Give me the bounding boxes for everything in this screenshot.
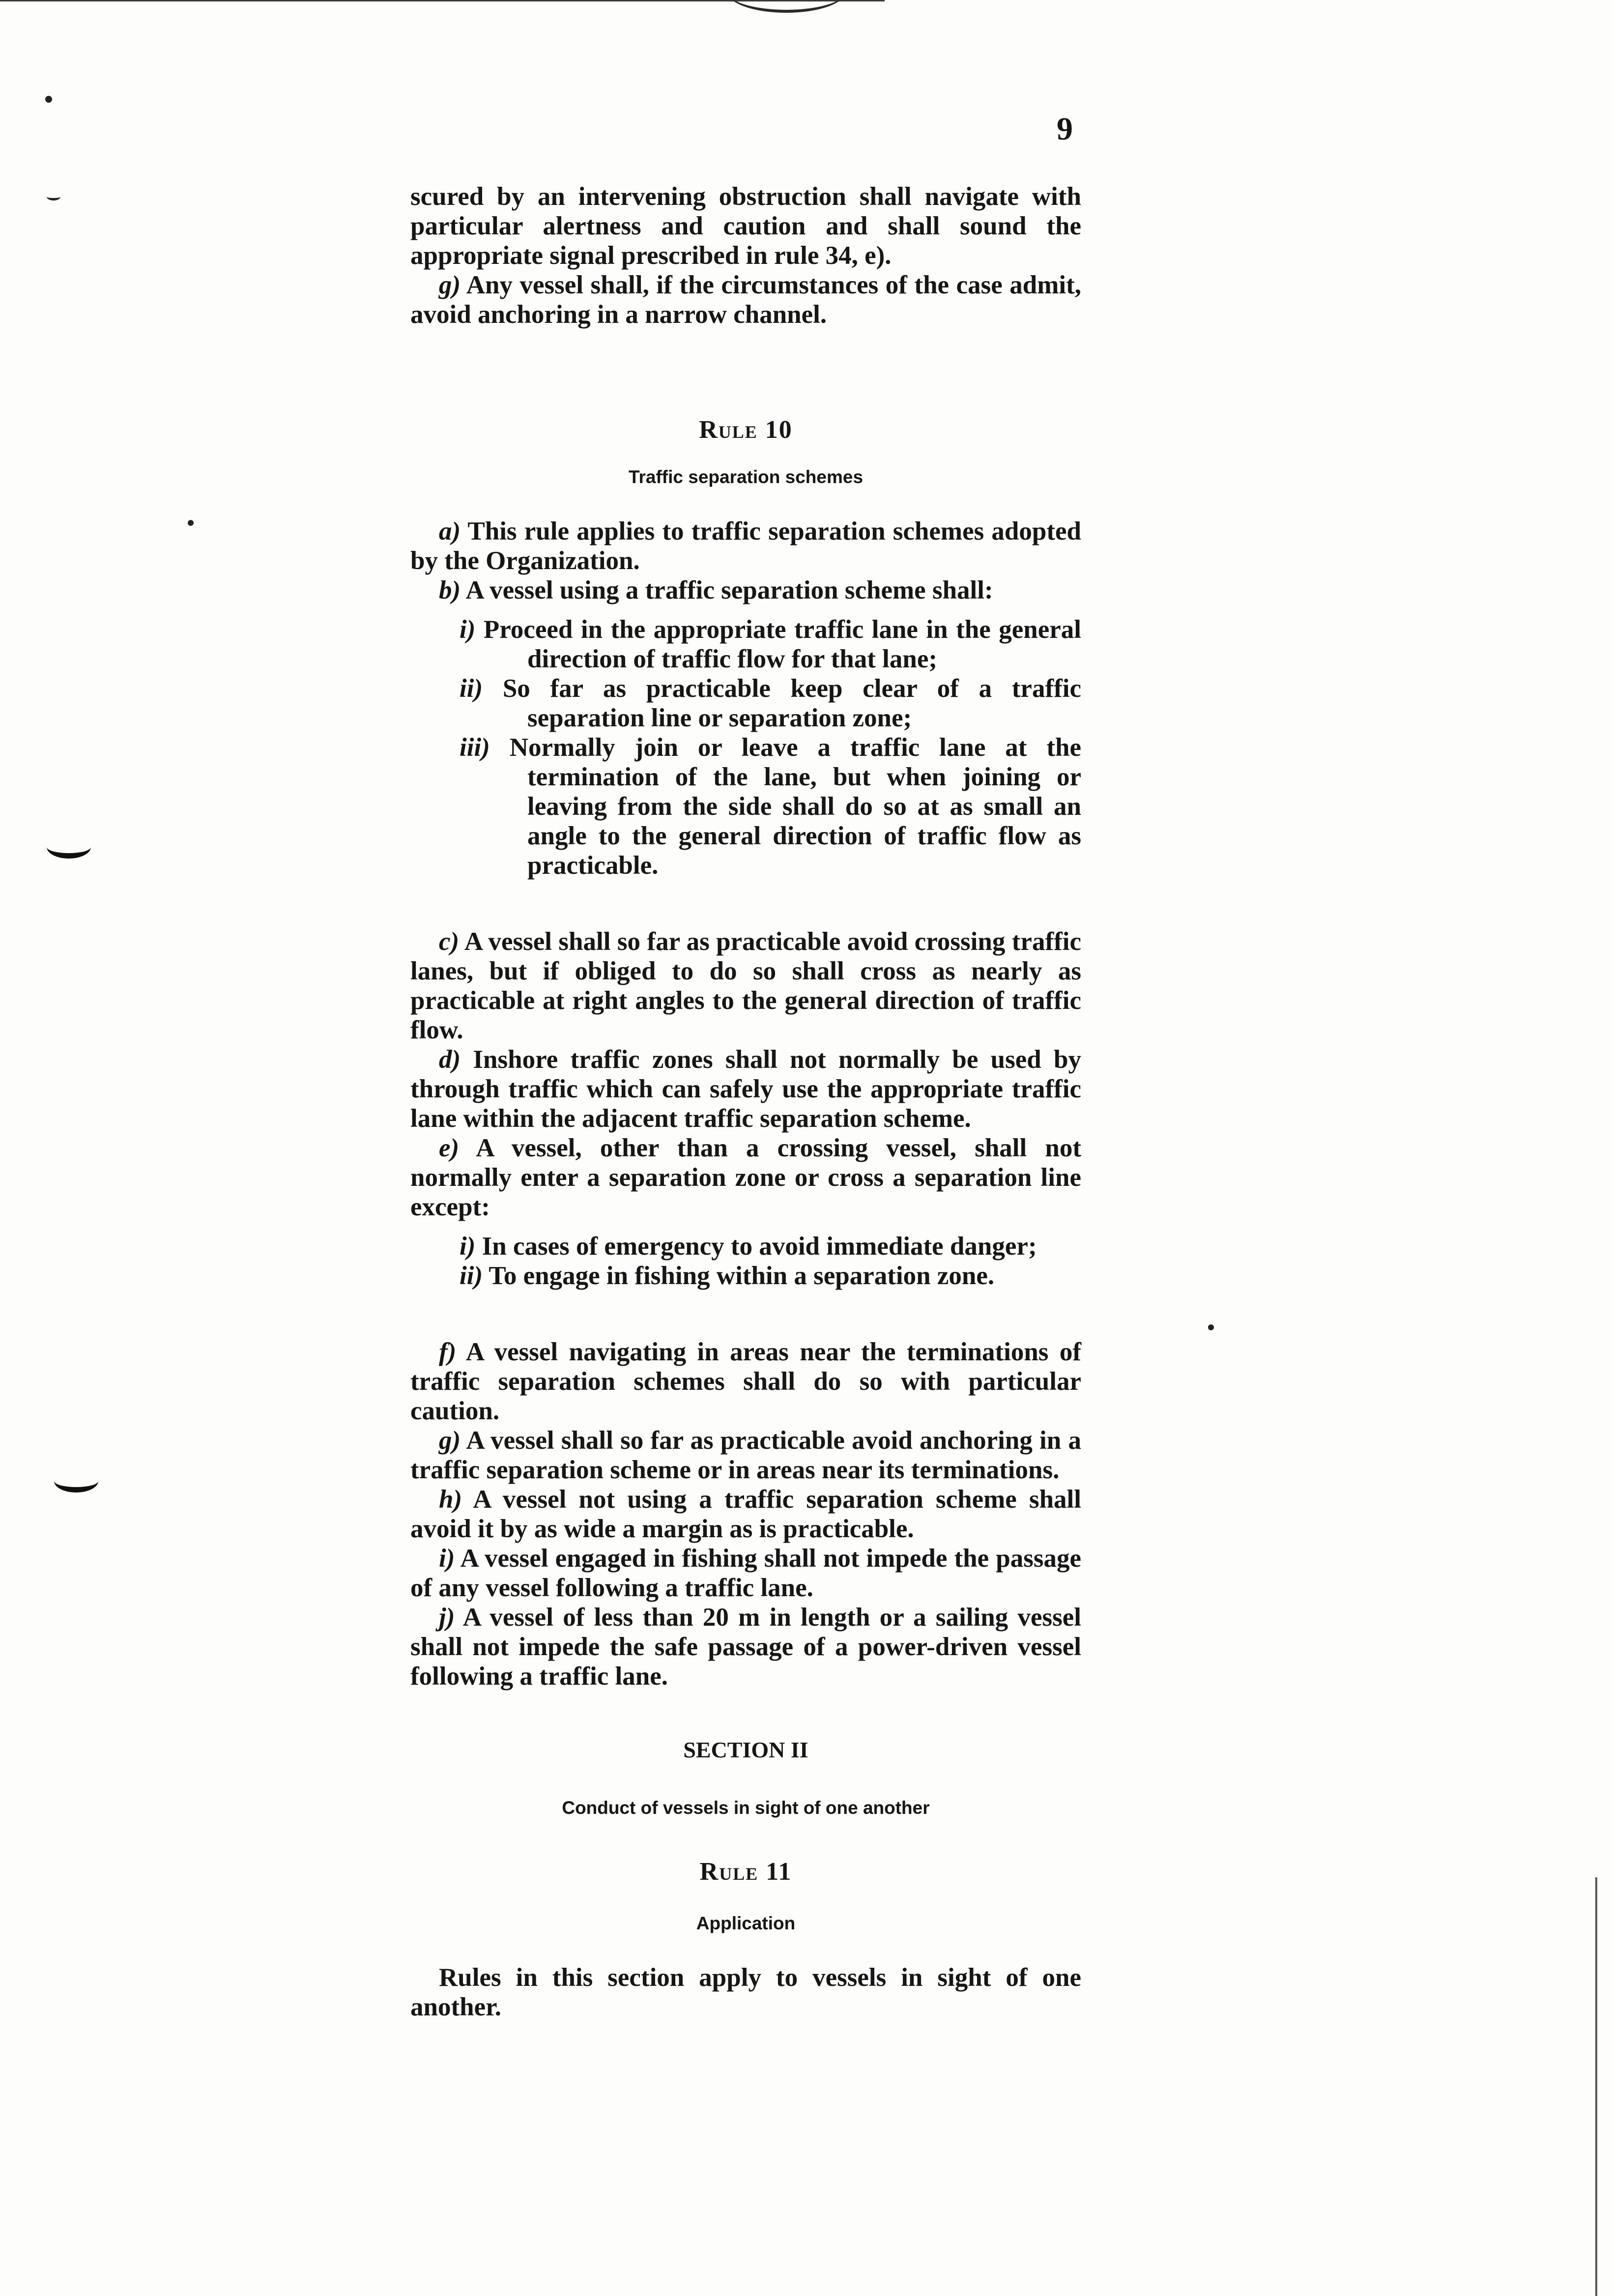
- sublist-item: [460, 1261, 1081, 1291]
- rule-10-item-d: [410, 1045, 1081, 1133]
- sublist-item: [460, 674, 1081, 733]
- sublist-item: [460, 1232, 1081, 1261]
- rule-10-b-sublist: [410, 615, 1081, 880]
- rule-11-heading: Rule 11: [699, 1858, 792, 1886]
- item-label: h): [439, 1485, 462, 1514]
- item-label: d): [439, 1045, 461, 1074]
- rule-10-heading: Rule 10: [699, 416, 793, 444]
- section-ii-heading: SECTION II: [683, 1737, 808, 1762]
- carryover-paragraph: scured by an intervening obstruction shall navigate with particular alertness and caution and shall sound the appropriate signal prescribed in rule 34, e).: [410, 182, 1081, 270]
- item-text: A vessel, other than a crossing vessel, shall not normally enter a separation zone or cross a separation line except:: [410, 1134, 1082, 1221]
- margin-hook-mark: [47, 835, 91, 859]
- scan-right-edge-line: [1595, 1877, 1597, 2296]
- carryover-paragraph-g: [410, 270, 1081, 329]
- item-text: To engage in fishing within a separation zone.: [489, 1262, 995, 1290]
- item-text: Any vessel shall, if the circumstances of the case admit, avoid anchoring in a narrow channel.: [410, 271, 1082, 329]
- margin-dot-mark: [1208, 1324, 1214, 1330]
- item-label: a): [439, 517, 461, 545]
- item-label: iii): [460, 733, 490, 762]
- rule-10-item-b: [410, 575, 1081, 605]
- item-text: Inshore traffic zones shall not normally be used by through traffic which can safely use the appropriate traffic lane within the adjacent traffic separation scheme.: [410, 1045, 1081, 1133]
- item-label: i): [439, 1544, 455, 1573]
- item-label: f): [439, 1338, 457, 1366]
- page-number: 9: [1057, 111, 1073, 147]
- sublist-item: [460, 615, 1081, 674]
- rule-10-item-a: [410, 517, 1081, 575]
- rule-10-item-c: [410, 927, 1081, 1045]
- item-label: g): [439, 1426, 461, 1455]
- item-text: So far as practicable keep clear of a traffic separation line or separation zone;: [502, 674, 1082, 732]
- rule-10-item-j: [410, 1603, 1081, 1691]
- sublist-item: [460, 733, 1081, 880]
- margin-hook-mark: [54, 1469, 98, 1492]
- margin-dot-mark: [45, 96, 52, 103]
- rule-10-title: Traffic separation schemes: [628, 467, 864, 487]
- item-text: In cases of emergency to avoid immediate danger;: [482, 1232, 1037, 1261]
- item-text: A vessel of less than 20 m in length or a sailing vessel shall not impede the safe passage of a power-driven vessel following a traffic lane.: [410, 1603, 1081, 1691]
- rule-10-item-e: [410, 1133, 1081, 1222]
- item-text: A vessel shall so far as practicable avoid crossing traffic lanes, but if obliged to do so shall cross as nearly as practicable at right angles to the general direction of traffic flow.: [410, 927, 1081, 1044]
- item-text: A vessel not using a traffic separation scheme shall avoid it by as wide a margin as is practicable.: [410, 1485, 1081, 1543]
- item-label: j): [439, 1603, 455, 1632]
- rule-10-e-sublist: [410, 1232, 1081, 1291]
- item-label: c): [439, 927, 460, 956]
- rule-10-item-i: [410, 1544, 1081, 1603]
- item-text: Normally join or leave a traffic lane at the termination of the lane, but when joining or leaving from the side shall do so at as small an angle to the general direction of traffic flow as practicable.: [509, 733, 1082, 880]
- item-text: A vessel navigating in areas near the terminations of traffic separation schemes shall do so with particular caution.: [410, 1338, 1082, 1425]
- item-label: b): [439, 576, 461, 604]
- item-label: ii): [460, 674, 483, 703]
- rule-11-title: Application: [696, 1913, 796, 1933]
- margin-tick-mark: [47, 193, 60, 201]
- item-label: g): [439, 271, 461, 299]
- document-body: [410, 182, 1081, 2022]
- item-label: e): [439, 1134, 460, 1162]
- item-label: ii): [460, 1262, 483, 1290]
- item-label: i): [460, 615, 476, 644]
- item-text: A vessel using a traffic separation scheme shall:: [465, 576, 993, 604]
- scan-top-curve-mark: [727, 0, 845, 13]
- rule-11-text: Rules in this section apply to vessels in sight of one another.: [410, 1963, 1081, 2021]
- rule-10-item-f: [410, 1337, 1081, 1426]
- item-text: Proceed in the appropriate traffic lane in the general direction of traffic flow for that lane;: [483, 615, 1082, 673]
- item-label: i): [460, 1232, 476, 1261]
- item-text: This rule applies to traffic separation schemes adopted by the Organization.: [410, 517, 1081, 575]
- rule-10-item-g: [410, 1426, 1081, 1485]
- item-text: A vessel shall so far as practicable avoid anchoring in a traffic separation scheme or in areas near its terminations.: [410, 1426, 1082, 1484]
- item-text: A vessel engaged in fishing shall not impede the passage of any vessel following a traffic lane.: [410, 1544, 1081, 1602]
- section-ii-title: Conduct of vessels in sight of one another: [562, 1798, 930, 1818]
- rule-10-item-h: [410, 1485, 1081, 1544]
- margin-dot-mark: [188, 520, 194, 526]
